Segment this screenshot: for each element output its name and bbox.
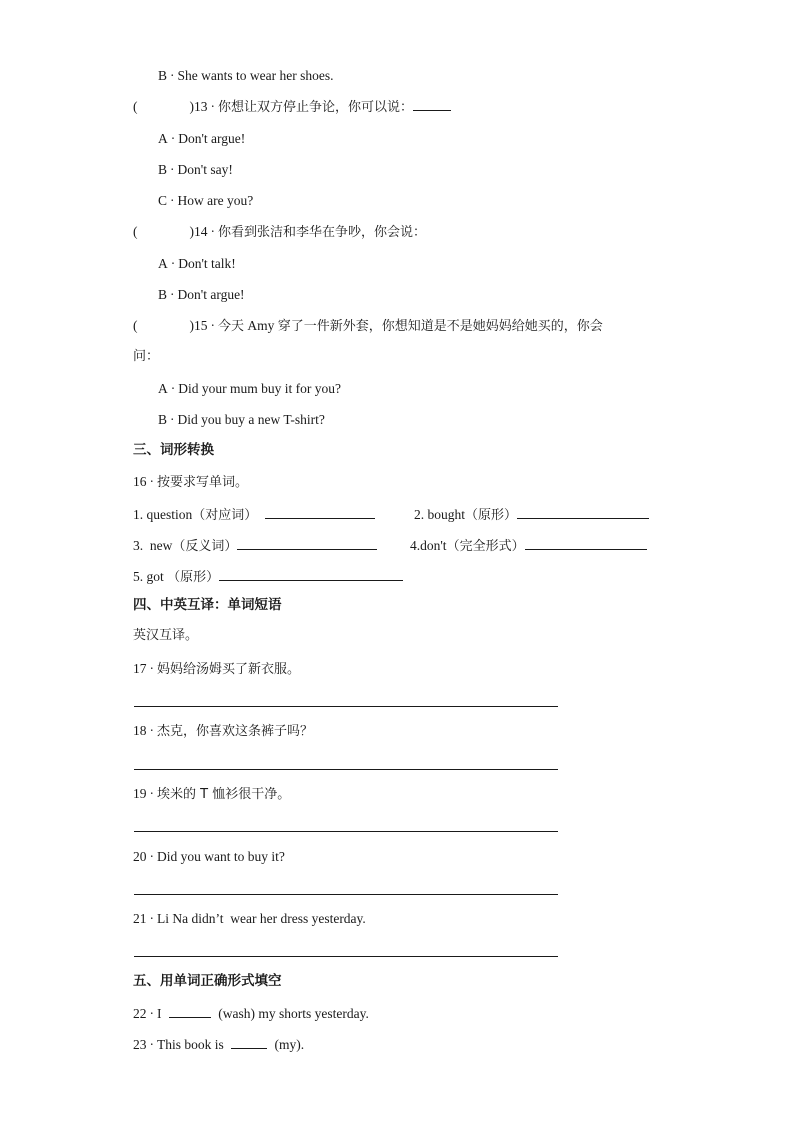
answer-blank[interactable] xyxy=(169,1004,211,1018)
question-15-continued: 问： xyxy=(133,349,160,364)
question-15: ( )15 · 今天 Amy 穿了一件新外套，你想知道是不是她妈妈给她买的，你会 xyxy=(133,318,603,334)
answer-line[interactable] xyxy=(134,956,558,957)
section-instruction: 英汉互译。 xyxy=(133,628,199,643)
option-a: A · Don't argue! xyxy=(158,131,246,146)
translation-item: 17 · 妈妈给汤姆买了新衣服。 xyxy=(133,661,301,677)
question-22: 22 · I (wash) my shorts yesterday. xyxy=(133,1006,369,1021)
word-item-5: 5. got （原形） xyxy=(133,567,403,587)
option-b: B · She wants to wear her shoes. xyxy=(158,68,334,83)
question-23: 23 · This book is (my). xyxy=(133,1037,305,1052)
answer-line[interactable] xyxy=(134,706,558,707)
option-a: A · Did your mum buy it for you? xyxy=(158,381,341,396)
question-13: ( )13 · 你想让双方停止争论，你可以说： xyxy=(133,97,451,117)
section-heading: 五、用单词正确形式填空 xyxy=(133,973,282,989)
answer-blank[interactable] xyxy=(237,536,377,550)
option-b: B · Did you buy a new T-shirt? xyxy=(158,412,325,427)
question-14: ( )14 · 你看到张洁和李华在争吵，你会说： xyxy=(133,224,427,240)
option-b: B · Don't argue! xyxy=(158,287,245,302)
answer-blank[interactable] xyxy=(517,505,649,519)
section-heading: 三、词形转换 xyxy=(133,442,214,458)
word-item-2: 2. bought（原形） xyxy=(414,505,649,525)
option-text: She wants to wear her shoes. xyxy=(177,68,334,83)
option-c: C · How are you? xyxy=(158,193,254,208)
option-a: A · Don't talk! xyxy=(158,256,236,271)
question-stem: 你看到张洁和李华在争吵，你会说： xyxy=(218,225,427,240)
answer-blank[interactable] xyxy=(525,536,647,550)
translation-item: 18 · 杰克，你喜欢这条裤子吗？ xyxy=(133,723,314,739)
question-stem: 你想让双方停止争论，你可以说： xyxy=(218,100,414,115)
answer-line[interactable] xyxy=(134,894,558,895)
answer-blank[interactable] xyxy=(219,567,403,581)
word-item-4: 4.don't（完全形式） xyxy=(410,536,647,556)
translation-item: 21 · Li Na didn’t wear her dress yesterday. xyxy=(133,911,366,926)
option-b: B · Don't say! xyxy=(158,162,233,177)
word-item-3: 3. new（反义词） xyxy=(133,536,377,556)
answer-line[interactable] xyxy=(134,769,558,770)
answer-blank[interactable] xyxy=(413,97,451,111)
answer-blank[interactable] xyxy=(231,1035,267,1049)
answer-line[interactable] xyxy=(134,831,558,832)
translation-item: 20 · Did you want to buy it? xyxy=(133,849,285,864)
section-heading: 四、中英互译：单词短语 xyxy=(133,597,282,613)
translation-item: 19 · 埃米的 T 恤衫很干净。 xyxy=(133,786,291,802)
answer-blank[interactable] xyxy=(265,505,375,519)
question-16: 16 · 按要求写单词。 xyxy=(133,474,249,490)
word-item-1: 1. question（对应词） xyxy=(133,505,375,525)
